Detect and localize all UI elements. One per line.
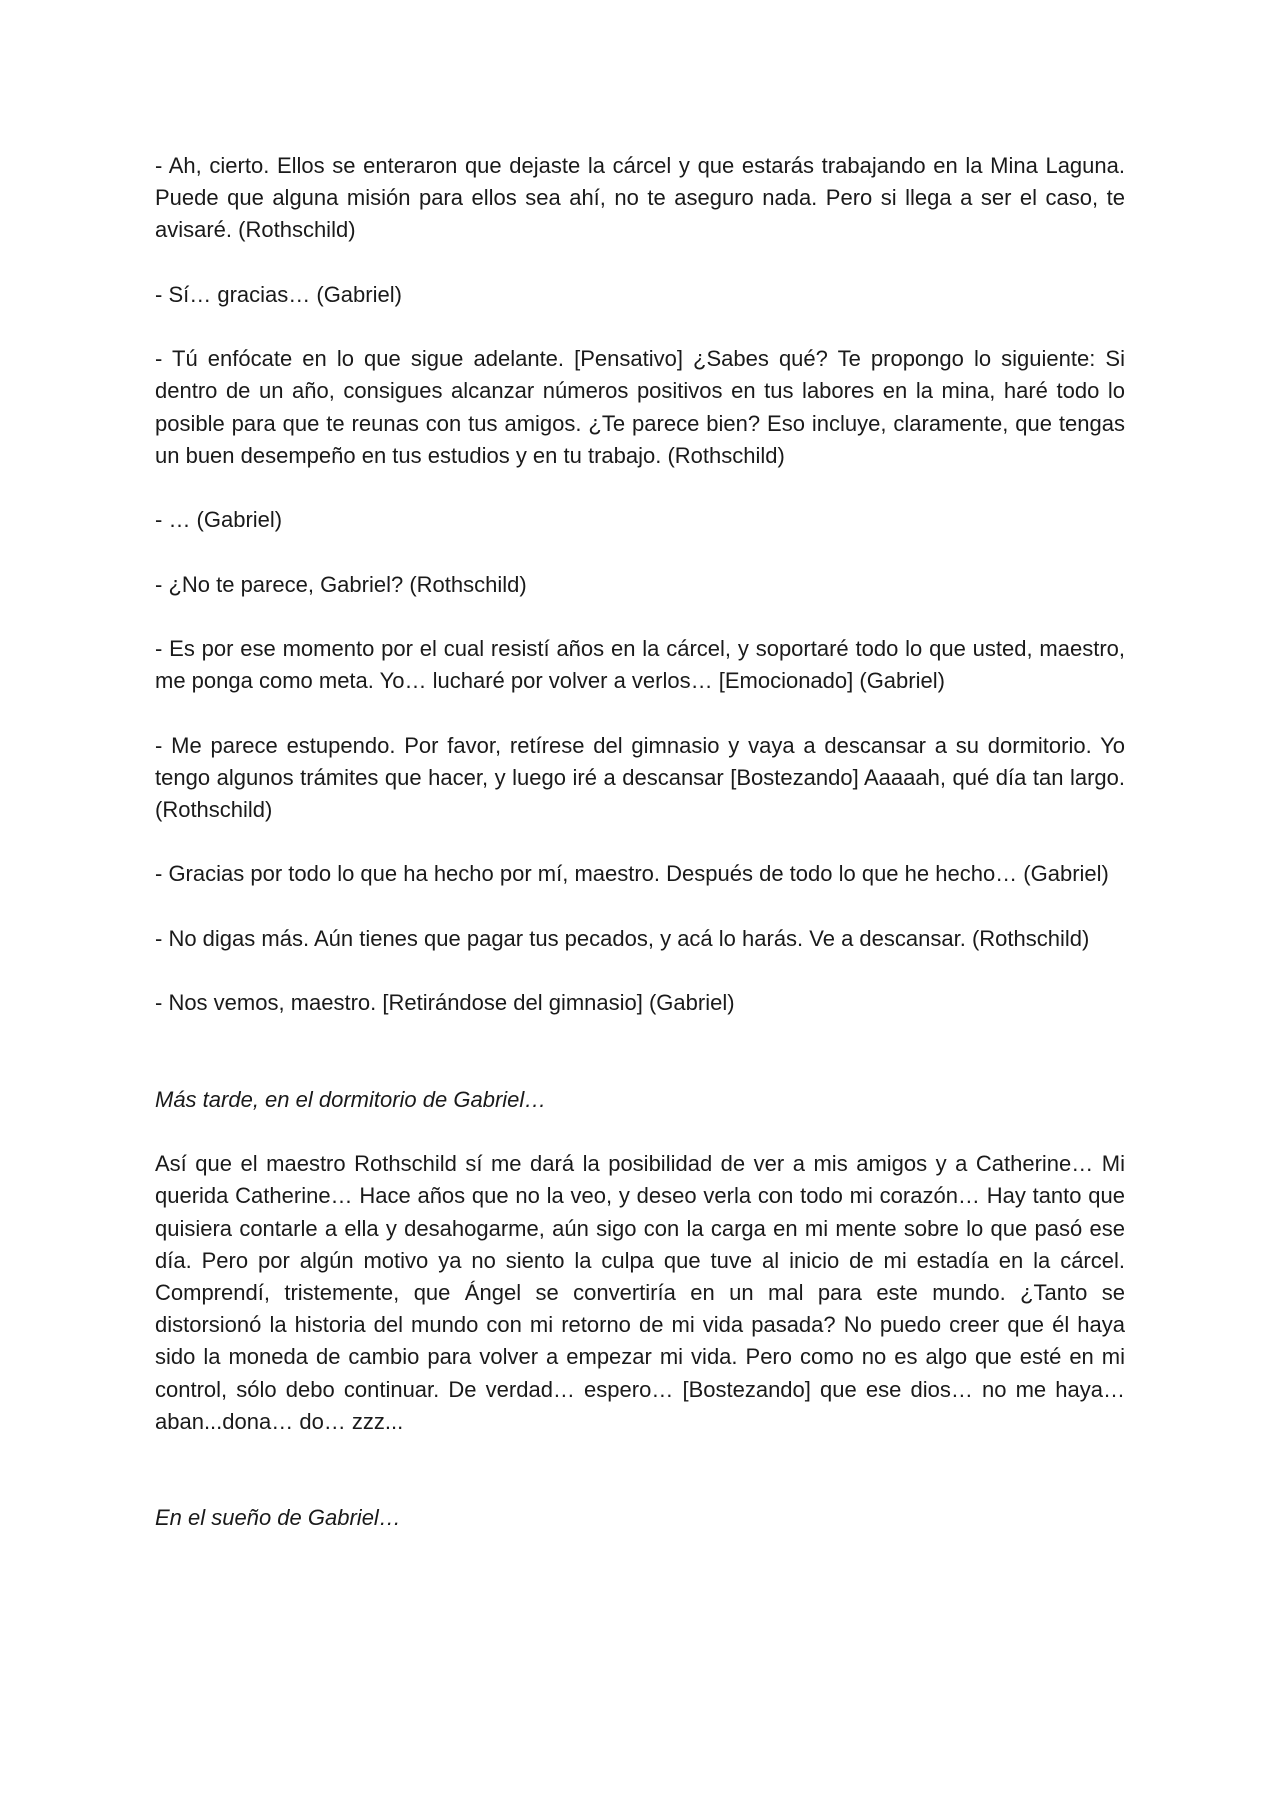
document-page xyxy=(155,150,1125,1567)
dialogue-paragraph: - Tú enfócate en lo que sigue adelante. [Pensativo] ¿Sabes qué? Te propongo lo siguiente: Si dentro de un año, consigues alcanzar números positivos en tus labores en la mina, haré todo lo posible para que te reunas con tus amigos. ¿Te parece bien? Eso incluye, claramente, que tengas un buen desempeño en tus estudios y en tu trabajo. (Rothschild) xyxy=(155,346,1125,468)
dialogue-paragraph: - No digas más. Aún tienes que pagar tus pecados, y acá lo harás. Ve a descansar. (Rothschild) xyxy=(155,925,1090,951)
dialogue-paragraph: - ¿No te parece, Gabriel? (Rothschild) xyxy=(155,571,527,597)
narration-paragraph: Así que el maestro Rothschild sí me dará la posibilidad de ver a mis amigos y a Catherine… Mi querida Catherine… Hace años que no la veo, y deseo verla con todo mi corazón… Hay tanto que quisiera contarle a ella y desahogarme, aún sigo con la carga en mi mente sobre lo que pasó ese día. Pero por algún motivo ya no siento la culpa que tuve al inicio de mi estadía en la cárcel. Comprendí, tristemente, que Ángel se convertiría en un mal para este mundo. ¿Tanto se distorsionó la historia del mundo con mi retorno de mi vida pasada? No puedo creer que él haya sido la moneda de cambio para volver a empezar mi vida. Pero como no es algo que esté en mi control, sólo debo continuar. De verdad… espero… [Bostezando] que ese dios… no me haya… aban...dona… do… zzz... xyxy=(155,1151,1125,1434)
dialogue-paragraph: - Es por ese momento por el cual resistí años en la cárcel, y soportaré todo lo que usted, maestro, me ponga como meta. Yo… lucharé por volver a verlos… [Emocionado] (Gabriel) xyxy=(155,635,1125,694)
scene-heading: En el sueño de Gabriel… xyxy=(155,1505,401,1531)
dialogue-paragraph: - Ah, cierto. Ellos se enteraron que dejaste la cárcel y que estarás trabajando en la Mina Laguna. Puede que alguna misión para ellos sea ahí, no te aseguro nada. Pero si llega a ser el caso, te avisaré. (Rothschild) xyxy=(155,153,1125,243)
dialogue-paragraph: - Gracias por todo lo que ha hecho por mí, maestro. Después de todo lo que he hecho… (Gabriel) xyxy=(155,861,1109,887)
dialogue-paragraph: - Sí… gracias… (Gabriel) xyxy=(155,281,402,307)
section-spacer xyxy=(155,1052,1125,1084)
section-spacer xyxy=(155,1470,1125,1502)
dialogue-paragraph: - … (Gabriel) xyxy=(155,507,283,533)
scene-heading: Más tarde, en el dormitorio de Gabriel… xyxy=(155,1086,547,1112)
dialogue-paragraph: - Nos vemos, maestro. [Retirándose del gimnasio] (Gabriel) xyxy=(155,990,735,1016)
dialogue-paragraph: - Me parece estupendo. Por favor, retírese del gimnasio y vaya a descansar a su dormitorio. Yo tengo algunos trámites que hacer, y luego iré a descansar [Bostezando] Aaaaah, qué día tan largo. (Rothschild) xyxy=(155,732,1125,822)
